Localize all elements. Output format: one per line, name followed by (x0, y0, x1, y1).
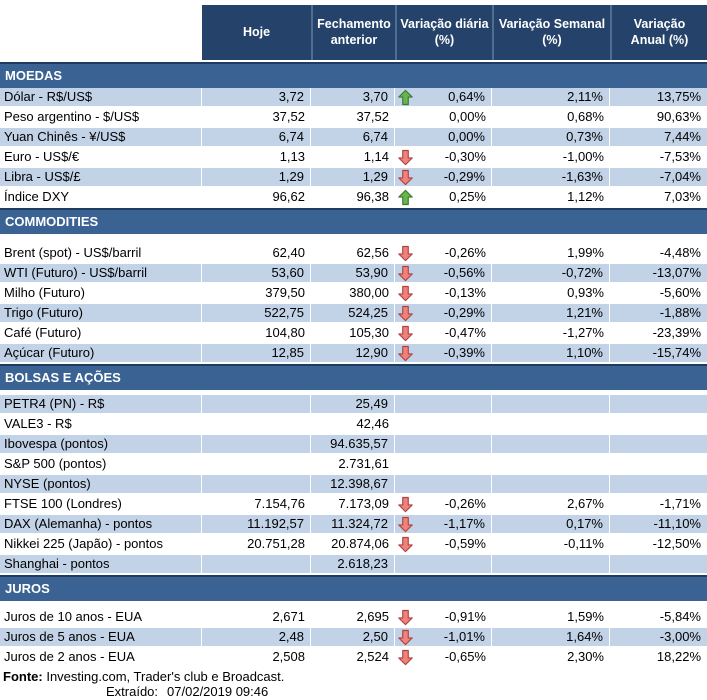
cell-variacao-semanal (492, 475, 610, 493)
cell-label: WTI (Futuro) - US$/barril (0, 264, 202, 282)
cell-hoje: 20.751,28 (247, 536, 305, 551)
section-header-bolsas-e-acoes: BOLSAS E AÇÕES (0, 364, 707, 390)
cell-variacao-semanal (492, 415, 610, 433)
cell-variacao-semanal: 1,12% (567, 189, 604, 204)
up-arrow-icon (397, 89, 414, 106)
extracted-line (3, 684, 707, 699)
cell-variacao-anual: -7,04% (659, 169, 701, 184)
table-row (0, 284, 707, 304)
daily-variation-value: 0,00% (448, 129, 485, 144)
table-row (0, 495, 707, 515)
cell-fechamento-anterior: 2,524 (356, 649, 389, 664)
table-row (0, 415, 707, 435)
down-arrow-icon (397, 265, 414, 282)
cell-label: Dólar - R$/US$ (0, 88, 202, 106)
cell-hoje (202, 415, 311, 433)
daily-variation-value: 0,64% (448, 89, 485, 104)
cell-variacao-diaria (395, 455, 492, 473)
cell-hoje: 3,72 (202, 88, 311, 106)
cell-variacao-semanal: 1,59% (567, 609, 604, 624)
cell-variacao-semanal: -1,00% (562, 149, 604, 164)
cell-label: Ibovespa (pontos) (0, 435, 202, 453)
cell-hoje: 1,29 (202, 168, 311, 186)
cell-hoje: 12,85 (202, 344, 311, 362)
cell-variacao-diaria (395, 188, 492, 206)
cell-variacao-semanal (492, 395, 610, 413)
cell-label: Trigo (Futuro) (0, 304, 202, 322)
cell-hoje: 11.192,57 (202, 515, 311, 533)
cell-variacao-anual: 90,63% (656, 109, 701, 124)
daily-variation-value: -1,17% (443, 516, 485, 531)
cell-variacao-semanal: 0,73% (492, 128, 610, 146)
cell-variacao-anual (610, 455, 707, 473)
cell-label: Açúcar (Futuro) (0, 344, 202, 362)
daily-variation-value: 0,00% (449, 109, 486, 124)
table-row (0, 475, 707, 495)
cell-label: Yuan Chinês - ¥/US$ (0, 128, 202, 146)
column-header-variacao-anual: Variação Anual (%) (610, 5, 707, 60)
cell-variacao-semanal (492, 555, 610, 573)
cell-label: Café (Futuro) (4, 325, 82, 340)
cell-variacao-anual (610, 475, 707, 493)
down-arrow-icon (397, 149, 414, 166)
table-row (0, 555, 707, 575)
daily-variation-value: -1,01% (443, 629, 485, 644)
up-arrow-icon (397, 189, 414, 206)
table-row (0, 188, 707, 208)
cell-fechamento-anterior: 1,14 (363, 149, 389, 164)
down-arrow-icon (397, 629, 414, 646)
cell-fechamento-anterior: 524,25 (311, 304, 395, 322)
cell-variacao-diaria (395, 108, 492, 126)
cell-variacao-semanal: 2,67% (567, 496, 604, 511)
cell-hoje: 2,671 (272, 609, 305, 624)
cell-label: FTSE 100 (Londres) (4, 496, 122, 511)
cell-hoje: 522,75 (202, 304, 311, 322)
cell-variacao-anual (610, 435, 707, 453)
cell-variacao-anual: -15,74% (652, 345, 701, 360)
table-row (0, 108, 707, 128)
table-row (0, 628, 707, 648)
daily-variation-value: 0,25% (449, 189, 486, 204)
down-arrow-icon (397, 516, 414, 533)
cell-fechamento-anterior: 37,52 (356, 109, 389, 124)
table-row (0, 148, 707, 168)
table-row (0, 455, 707, 475)
down-arrow-icon (397, 649, 414, 666)
cell-variacao-anual: -1,71% (659, 496, 701, 511)
table-row (0, 435, 707, 455)
cell-variacao-diaria (395, 128, 492, 146)
cell-fechamento-anterior: 1,29 (311, 168, 395, 186)
cell-variacao-semanal (492, 435, 610, 453)
daily-variation-value: -0,29% (443, 305, 485, 320)
cell-variacao-anual: -12,50% (652, 536, 701, 551)
table-row (0, 515, 707, 535)
cell-variacao-diaria (395, 535, 492, 553)
cell-variacao-semanal: 1,99% (567, 245, 604, 260)
down-arrow-icon (397, 536, 414, 553)
cell-variacao-anual: 7,03% (664, 189, 701, 204)
cell-label: Juros de 2 anos - EUA (4, 649, 135, 664)
cell-variacao-semanal: 1,21% (492, 304, 610, 322)
cell-variacao-diaria (395, 648, 492, 666)
cell-fechamento-anterior: 12.398,67 (311, 475, 395, 493)
cell-variacao-semanal: 2,30% (567, 649, 604, 664)
cell-variacao-anual: -11,10% (653, 516, 701, 531)
section-header-juros: JUROS (0, 575, 707, 601)
cell-fechamento-anterior: 2.731,61 (338, 456, 389, 471)
down-arrow-icon (397, 325, 414, 342)
cell-fechamento-anterior: 96,38 (356, 189, 389, 204)
cell-variacao-diaria (395, 608, 492, 626)
cell-variacao-semanal: -1,27% (562, 325, 604, 340)
cell-hoje (202, 395, 311, 413)
cell-fechamento-anterior: 380,00 (349, 285, 389, 300)
daily-variation-value: -0,26% (444, 245, 486, 260)
cell-label: Euro - US$/€ (4, 149, 80, 164)
table-row (0, 128, 707, 148)
cell-variacao-anual: -1,88% (659, 305, 701, 320)
cell-label: Libra - US$/£ (0, 168, 202, 186)
cell-variacao-diaria (395, 264, 492, 282)
daily-variation-value: -0,39% (443, 345, 485, 360)
cell-label: Milho (Futuro) (4, 285, 85, 300)
cell-label: Juros de 10 anos - EUA (4, 609, 143, 624)
cell-hoje: 96,62 (272, 189, 305, 204)
daily-variation-value: -0,56% (443, 265, 485, 280)
cell-hoje (202, 475, 311, 493)
table-row (0, 88, 707, 108)
cell-fechamento-anterior: 105,30 (349, 325, 389, 340)
cell-variacao-diaria (395, 304, 492, 322)
daily-variation-value: -0,29% (443, 169, 485, 184)
cell-variacao-semanal: -0,11% (563, 536, 604, 551)
cell-hoje: 2,48 (202, 628, 311, 646)
section-spacer (0, 234, 707, 244)
daily-variation-value: -0,91% (444, 609, 486, 624)
cell-variacao-diaria (395, 88, 492, 106)
cell-variacao-anual: -4,48% (659, 245, 701, 260)
table-row (0, 535, 707, 555)
daily-variation-value: -0,59% (444, 536, 486, 551)
table-body (0, 62, 707, 668)
column-header-hoje: Hoje (202, 5, 311, 60)
cell-label: Nikkei 225 (Japão) - pontos (4, 536, 163, 551)
cell-fechamento-anterior: 2.618,23 (311, 555, 395, 573)
cell-variacao-semanal: 2,11% (492, 88, 610, 106)
cell-hoje: 6,74 (202, 128, 311, 146)
cell-fechamento-anterior: 12,90 (311, 344, 395, 362)
cell-variacao-diaria (395, 284, 492, 302)
extracted-timestamp: 07/02/2019 09:46 (167, 684, 269, 699)
cell-variacao-anual: 13,75% (656, 89, 701, 104)
cell-fechamento-anterior: 25,49 (311, 395, 395, 413)
cell-fechamento-anterior: 7.173,09 (338, 496, 389, 511)
cell-hoje: 7.154,76 (254, 496, 305, 511)
cell-label: Peso argentino - $/US$ (4, 109, 140, 124)
cell-variacao-anual: -5,60% (659, 285, 701, 300)
cell-variacao-semanal: 1,10% (492, 344, 610, 362)
cell-variacao-diaria (395, 148, 492, 166)
cell-hoje: 1,13 (279, 149, 305, 164)
cell-variacao-anual (610, 395, 707, 413)
cell-label: Shanghai - pontos (0, 555, 202, 573)
cell-variacao-anual: -3,00% (659, 629, 701, 644)
table-row (0, 304, 707, 324)
cell-fechamento-anterior: 94.635,57 (311, 435, 395, 453)
cell-hoje (202, 555, 311, 573)
extracted-label: Extraído: (106, 684, 159, 699)
cell-label: VALE3 - R$ (4, 416, 72, 431)
table-row (0, 168, 707, 188)
cell-variacao-anual: -7,53% (659, 149, 701, 164)
down-arrow-icon (397, 345, 414, 362)
cell-fechamento-anterior: 42,46 (356, 416, 389, 431)
cell-label: NYSE (pontos) (0, 475, 202, 493)
down-arrow-icon (397, 245, 414, 262)
cell-variacao-semanal: 1,64% (492, 628, 610, 646)
cell-variacao-semanal: -0,72% (492, 264, 610, 282)
table-header (0, 5, 707, 60)
column-header-fechamento-anterior: Fechamento anterior (311, 5, 395, 60)
cell-fechamento-anterior: 53,90 (311, 264, 395, 282)
cell-fechamento-anterior: 62,56 (356, 245, 389, 260)
cell-hoje (202, 455, 311, 473)
cell-label: Índice DXY (4, 189, 70, 204)
cell-fechamento-anterior: 6,74 (311, 128, 395, 146)
cell-label: Brent (spot) - US$/barril (4, 245, 142, 260)
cell-variacao-diaria (395, 495, 492, 513)
section-header-moedas: MOEDAS (0, 62, 707, 88)
cell-label: DAX (Alemanha) - pontos (0, 515, 202, 533)
cell-fechamento-anterior: 3,70 (311, 88, 395, 106)
cell-variacao-diaria (395, 435, 492, 453)
cell-hoje: 62,40 (272, 245, 305, 260)
column-header-variacao-diaria: Variação diária (%) (395, 5, 492, 60)
cell-variacao-diaria (395, 515, 492, 533)
daily-variation-value: -0,47% (444, 325, 486, 340)
cell-variacao-semanal (492, 455, 610, 473)
cell-variacao-diaria (395, 555, 492, 573)
cell-variacao-diaria (395, 475, 492, 493)
cell-fechamento-anterior: 11.324,72 (311, 515, 395, 533)
daily-variation-value: -0,30% (444, 149, 486, 164)
source-line (3, 669, 707, 684)
cell-fechamento-anterior: 2,695 (356, 609, 389, 624)
table-row (0, 648, 707, 668)
cell-hoje: 2,508 (272, 649, 305, 664)
cell-variacao-anual (610, 415, 707, 433)
cell-variacao-anual: -23,39% (652, 325, 701, 340)
source-text: Investing.com, Trader's club e Broadcast. (46, 669, 285, 684)
down-arrow-icon (397, 496, 414, 513)
cell-variacao-anual (610, 555, 707, 573)
cell-label: Juros de 5 anos - EUA (0, 628, 202, 646)
cell-variacao-diaria (395, 415, 492, 433)
cell-label: S&P 500 (pontos) (4, 456, 107, 471)
daily-variation-value: -0,65% (444, 649, 486, 664)
down-arrow-icon (397, 305, 414, 322)
cell-variacao-diaria (395, 395, 492, 413)
source-label: Fonte: (3, 669, 43, 684)
cell-hoje: 37,52 (272, 109, 305, 124)
cell-variacao-anual: 18,22% (656, 649, 701, 664)
table-row (0, 608, 707, 628)
table-row (0, 264, 707, 284)
table-row (0, 344, 707, 364)
cell-hoje: 379,50 (265, 285, 305, 300)
cell-variacao-diaria (395, 244, 492, 262)
cell-variacao-semanal: 0,17% (492, 515, 610, 533)
down-arrow-icon (397, 285, 414, 302)
table-footer (0, 669, 707, 699)
cell-fechamento-anterior: 20.874,06 (331, 536, 389, 551)
table-row (0, 324, 707, 344)
cell-hoje: 53,60 (202, 264, 311, 282)
column-header-variacao-semanal: Variação Semanal (%) (492, 5, 610, 60)
cell-hoje: 104,80 (265, 325, 305, 340)
cell-fechamento-anterior: 2,50 (311, 628, 395, 646)
daily-variation-value: -0,26% (444, 496, 486, 511)
cell-variacao-anual: -13,07% (652, 265, 701, 280)
cell-variacao-diaria (395, 324, 492, 342)
table-row (0, 244, 707, 264)
cell-variacao-semanal: -1,63% (492, 168, 610, 186)
cell-hoje (202, 435, 311, 453)
table-row (0, 395, 707, 415)
cell-variacao-diaria (395, 168, 492, 186)
cell-variacao-anual: -5,84% (659, 609, 701, 624)
cell-variacao-diaria (395, 344, 492, 362)
cell-variacao-semanal: 0,93% (567, 285, 604, 300)
cell-variacao-semanal: 0,68% (567, 109, 604, 124)
section-spacer (0, 601, 707, 608)
daily-variation-value: -0,13% (444, 285, 486, 300)
cell-variacao-anual: 7,44% (664, 129, 701, 144)
cell-variacao-diaria (395, 628, 492, 646)
down-arrow-icon (397, 609, 414, 626)
section-header-commodities: COMMODITIES (0, 208, 707, 234)
cell-label: PETR4 (PN) - R$ (0, 395, 202, 413)
down-arrow-icon (397, 169, 414, 186)
